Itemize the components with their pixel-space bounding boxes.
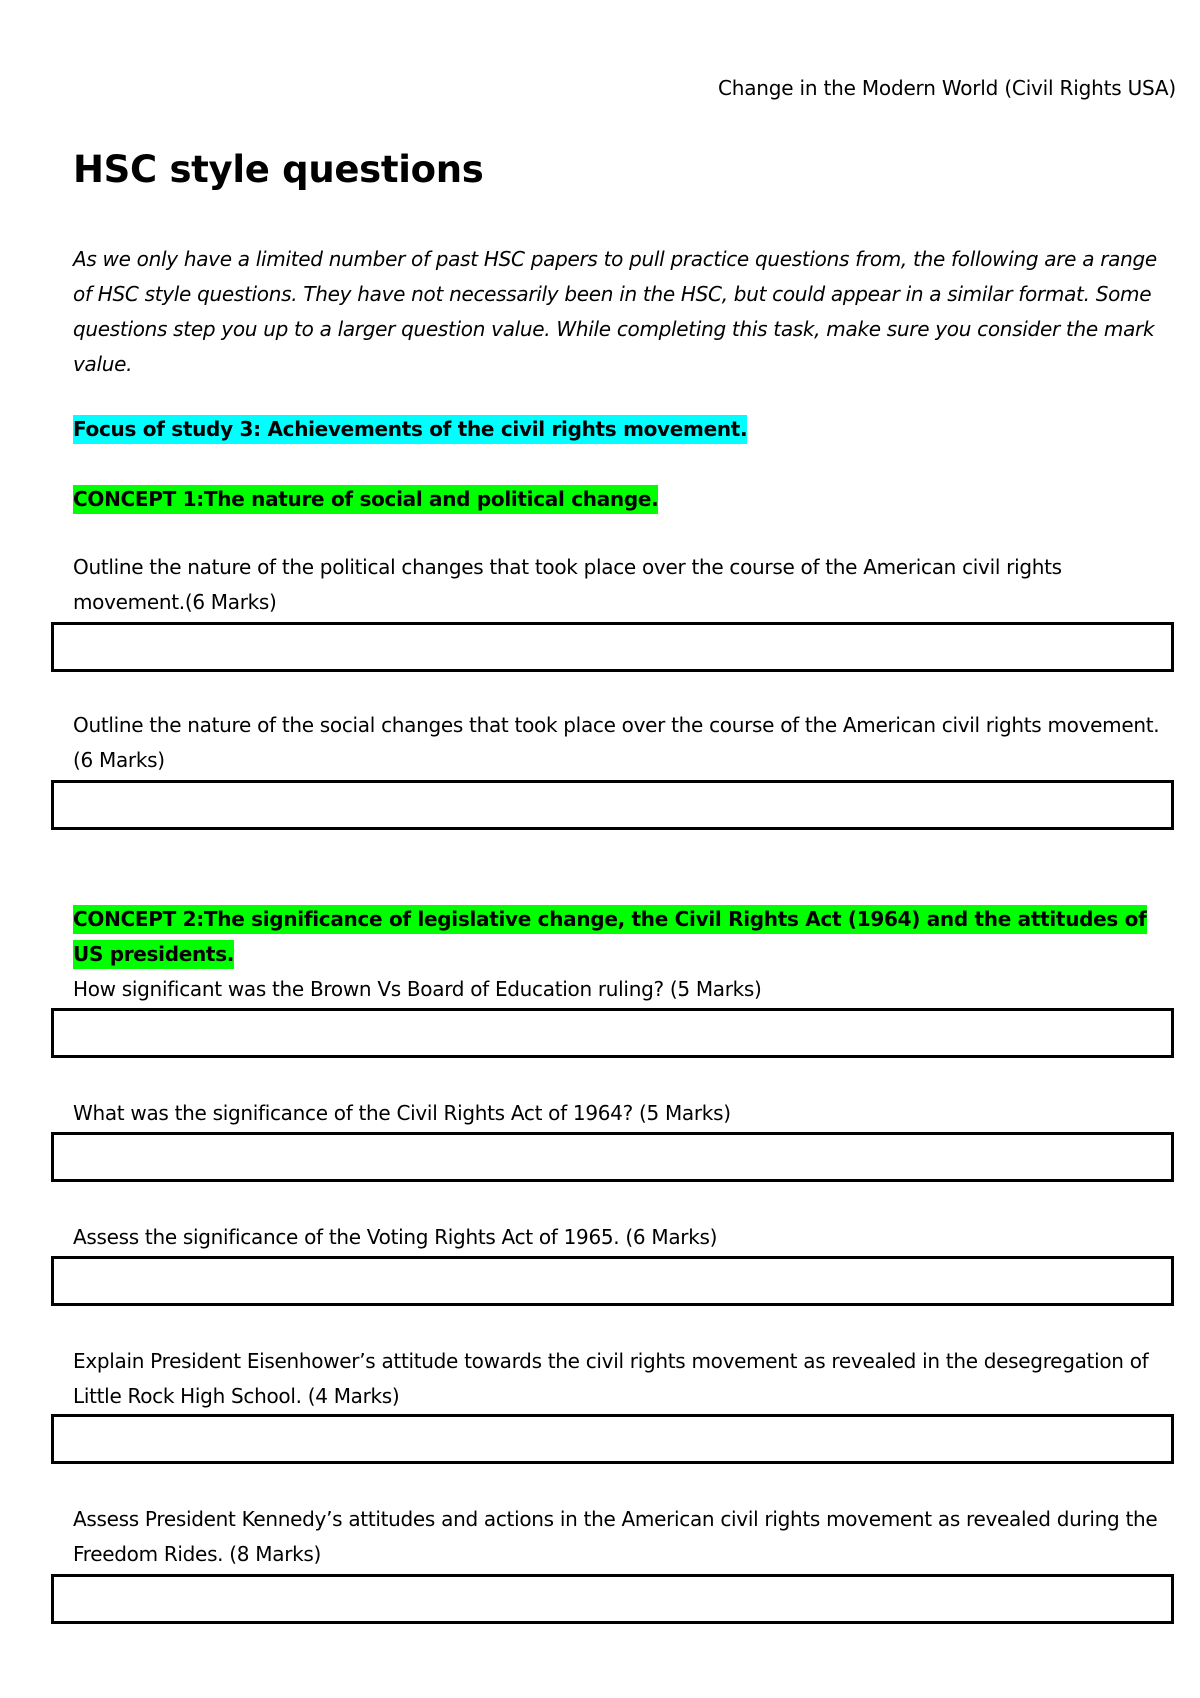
answer-box-eisenhower[interactable] xyxy=(51,1414,1174,1464)
answer-box-political-changes[interactable] xyxy=(51,622,1174,672)
question-political-changes: Outline the nature of the political changes that took place over the course of the American civil rights movement.(6 Marks) xyxy=(73,555,1062,614)
focus-of-study-heading xyxy=(73,412,747,447)
answer-box-social-changes[interactable] xyxy=(51,780,1174,830)
concept-1-heading xyxy=(73,482,658,517)
answer-box-kennedy[interactable] xyxy=(51,1574,1174,1624)
page-title: HSC style questions xyxy=(73,148,484,191)
question-social-changes: Outline the nature of the social changes that took place over the course of the American civil rights movement. (6 Marks) xyxy=(73,713,1160,772)
concept-1-heading-text: CONCEPT 1:The nature of social and political change. xyxy=(73,485,658,514)
question-voting-rights-act: Assess the significance of the Voting Rights Act of 1965. (6 Marks) xyxy=(73,1225,718,1249)
answer-box-brown-vs-board[interactable] xyxy=(51,1008,1174,1058)
question-kennedy: Assess President Kennedy’s attitudes and actions in the American civil rights movement as revealed during the Freedom Rides. (8 Marks) xyxy=(73,1507,1158,1566)
focus-of-study-text: Focus of study 3: Achievements of the civil rights movement. xyxy=(73,415,747,444)
answer-box-civil-rights-act[interactable] xyxy=(51,1132,1174,1182)
intro-paragraph: As we only have a limited number of past HSC papers to pull practice questions from, the following are a range of HSC style questions. They have not necessarily been in the HSC, but could appear in a similar format. Some questions step you up to a larger question value. While completing this task, make sure you consider the mark value. xyxy=(73,247,1157,376)
question-eisenhower: Explain President Eisenhower’s attitude towards the civil rights movement as revealed in the desegregation of Little Rock High School. (4 Marks) xyxy=(73,1349,1149,1408)
question-brown-vs-board: How significant was the Brown Vs Board of Education ruling? (5 Marks) xyxy=(73,977,762,1001)
concept-2-heading xyxy=(73,902,1173,972)
answer-box-voting-rights-act[interactable] xyxy=(51,1256,1174,1306)
question-civil-rights-act: What was the significance of the Civil Rights Act of 1964? (5 Marks) xyxy=(73,1101,731,1125)
document-header: Change in the Modern World (Civil Rights USA) xyxy=(717,76,1176,100)
concept-2-heading-text: CONCEPT 2:The significance of legislative change, the Civil Rights Act (1964) and the attitudes of US presidents. xyxy=(73,905,1147,969)
